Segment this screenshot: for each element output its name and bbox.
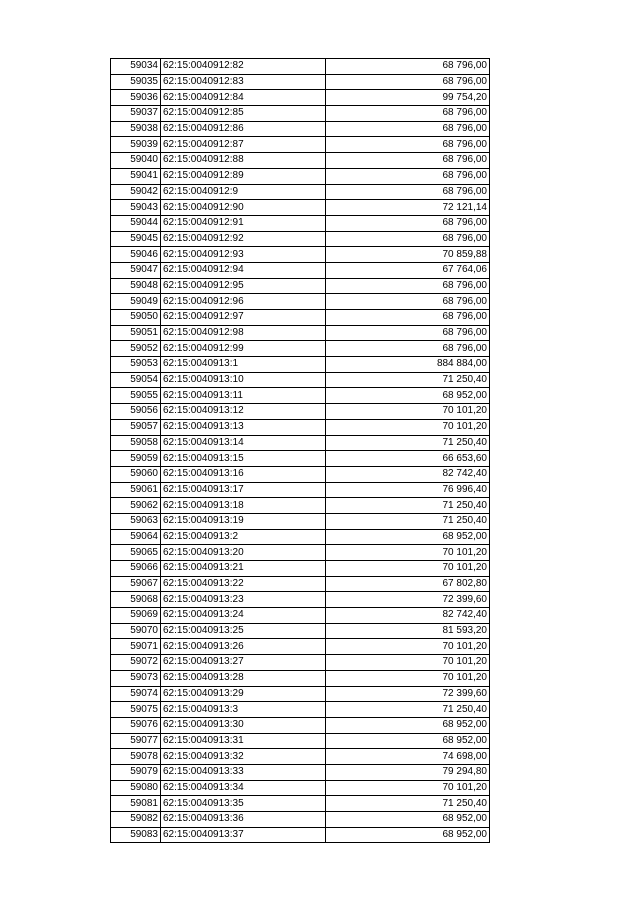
cadastral-number-cell: 62:15:0040913:28 — [161, 670, 326, 686]
row-number-cell: 59061 — [111, 482, 161, 498]
row-number-cell: 59080 — [111, 780, 161, 796]
value-cell: 68 796,00 — [326, 153, 490, 169]
cadastral-number-cell: 62:15:0040913:14 — [161, 435, 326, 451]
cadastral-number-cell: 62:15:0040913:35 — [161, 796, 326, 812]
cadastral-number-cell: 62:15:0040912:9 — [161, 184, 326, 200]
table-row — [111, 294, 490, 310]
row-number-cell: 59043 — [111, 200, 161, 216]
cadastral-number-cell: 62:15:0040913:29 — [161, 686, 326, 702]
table-row — [111, 686, 490, 702]
cadastral-number-cell: 62:15:0040913:33 — [161, 764, 326, 780]
cadastral-number-cell: 62:15:0040913:37 — [161, 827, 326, 843]
value-cell: 70 859,88 — [326, 247, 490, 263]
value-cell: 68 796,00 — [326, 168, 490, 184]
value-cell: 68 952,00 — [326, 388, 490, 404]
value-cell: 70 101,20 — [326, 670, 490, 686]
value-cell: 71 250,40 — [326, 372, 490, 388]
value-cell: 79 294,80 — [326, 764, 490, 780]
row-number-cell: 59039 — [111, 137, 161, 153]
value-cell: 70 101,20 — [326, 545, 490, 561]
cadastral-number-cell: 62:15:0040913:31 — [161, 733, 326, 749]
table-row — [111, 608, 490, 624]
row-number-cell: 59074 — [111, 686, 161, 702]
value-cell: 81 593,20 — [326, 623, 490, 639]
cadastral-number-cell: 62:15:0040913:13 — [161, 419, 326, 435]
cadastral-number-cell: 62:15:0040913:10 — [161, 372, 326, 388]
table-row — [111, 262, 490, 278]
table-row — [111, 200, 490, 216]
value-cell: 68 796,00 — [326, 106, 490, 122]
row-number-cell: 59069 — [111, 608, 161, 624]
row-number-cell: 59054 — [111, 372, 161, 388]
row-number-cell: 59081 — [111, 796, 161, 812]
cadastral-number-cell: 62:15:0040912:84 — [161, 90, 326, 106]
value-cell: 70 101,20 — [326, 561, 490, 577]
value-cell: 68 796,00 — [326, 215, 490, 231]
value-cell: 68 952,00 — [326, 733, 490, 749]
table-row — [111, 341, 490, 357]
cadastral-number-cell: 62:15:0040913:15 — [161, 451, 326, 467]
cadastral-number-cell: 62:15:0040913:26 — [161, 639, 326, 655]
table-row — [111, 372, 490, 388]
cadastral-number-cell: 62:15:0040912:87 — [161, 137, 326, 153]
value-cell: 67 802,80 — [326, 576, 490, 592]
row-number-cell: 59047 — [111, 262, 161, 278]
cadastral-number-cell: 62:15:0040912:86 — [161, 121, 326, 137]
cadastral-number-cell: 62:15:0040912:85 — [161, 106, 326, 122]
value-cell: 76 996,40 — [326, 482, 490, 498]
table-row — [111, 655, 490, 671]
row-number-cell: 59046 — [111, 247, 161, 263]
cadastral-number-cell: 62:15:0040912:97 — [161, 310, 326, 326]
row-number-cell: 59056 — [111, 404, 161, 420]
table-row — [111, 121, 490, 137]
table-row — [111, 278, 490, 294]
cadastral-number-cell: 62:15:0040913:11 — [161, 388, 326, 404]
table-row — [111, 435, 490, 451]
row-number-cell: 59076 — [111, 717, 161, 733]
row-number-cell: 59068 — [111, 592, 161, 608]
row-number-cell: 59058 — [111, 435, 161, 451]
cadastral-number-cell: 62:15:0040913:25 — [161, 623, 326, 639]
table-row — [111, 576, 490, 592]
row-number-cell: 59040 — [111, 153, 161, 169]
value-cell: 68 796,00 — [326, 231, 490, 247]
cadastral-number-cell: 62:15:0040913:1 — [161, 357, 326, 373]
value-cell: 70 101,20 — [326, 780, 490, 796]
registry-table — [110, 58, 490, 843]
row-number-cell: 59059 — [111, 451, 161, 467]
table-row — [111, 419, 490, 435]
table-row — [111, 106, 490, 122]
row-number-cell: 59036 — [111, 90, 161, 106]
table-row — [111, 59, 490, 75]
row-number-cell: 59048 — [111, 278, 161, 294]
cadastral-number-cell: 62:15:0040913:22 — [161, 576, 326, 592]
value-cell: 884 884,00 — [326, 357, 490, 373]
table-row — [111, 545, 490, 561]
row-number-cell: 59083 — [111, 827, 161, 843]
table-row — [111, 623, 490, 639]
value-cell: 71 250,40 — [326, 435, 490, 451]
table-row — [111, 482, 490, 498]
table-row — [111, 325, 490, 341]
row-number-cell: 59071 — [111, 639, 161, 655]
value-cell: 68 952,00 — [326, 529, 490, 545]
table-row — [111, 529, 490, 545]
row-number-cell: 59078 — [111, 749, 161, 765]
cadastral-number-cell: 62:15:0040912:91 — [161, 215, 326, 231]
row-number-cell: 59050 — [111, 310, 161, 326]
value-cell: 70 101,20 — [326, 419, 490, 435]
value-cell: 68 796,00 — [326, 325, 490, 341]
value-cell: 68 952,00 — [326, 717, 490, 733]
row-number-cell: 59082 — [111, 812, 161, 828]
value-cell: 70 101,20 — [326, 639, 490, 655]
table-row — [111, 717, 490, 733]
cadastral-number-cell: 62:15:0040913:12 — [161, 404, 326, 420]
value-cell: 82 742,40 — [326, 608, 490, 624]
cadastral-number-cell: 62:15:0040912:88 — [161, 153, 326, 169]
row-number-cell: 59038 — [111, 121, 161, 137]
cadastral-number-cell: 62:15:0040913:2 — [161, 529, 326, 545]
row-number-cell: 59073 — [111, 670, 161, 686]
row-number-cell: 59034 — [111, 59, 161, 75]
table-row — [111, 780, 490, 796]
table-row — [111, 796, 490, 812]
row-number-cell: 59049 — [111, 294, 161, 310]
value-cell: 72 121,14 — [326, 200, 490, 216]
cadastral-number-cell: 62:15:0040913:23 — [161, 592, 326, 608]
value-cell: 68 796,00 — [326, 137, 490, 153]
cadastral-number-cell: 62:15:0040913:21 — [161, 561, 326, 577]
table-row — [111, 451, 490, 467]
table-row — [111, 168, 490, 184]
value-cell: 66 653,60 — [326, 451, 490, 467]
cadastral-number-cell: 62:15:0040912:83 — [161, 74, 326, 90]
table-row — [111, 231, 490, 247]
row-number-cell: 59065 — [111, 545, 161, 561]
table-row — [111, 812, 490, 828]
row-number-cell: 59060 — [111, 466, 161, 482]
row-number-cell: 59063 — [111, 513, 161, 529]
table-row — [111, 498, 490, 514]
row-number-cell: 59055 — [111, 388, 161, 404]
cadastral-number-cell: 62:15:0040912:94 — [161, 262, 326, 278]
cadastral-number-cell: 62:15:0040913:3 — [161, 702, 326, 718]
row-number-cell: 59051 — [111, 325, 161, 341]
row-number-cell: 59062 — [111, 498, 161, 514]
cadastral-number-cell: 62:15:0040912:96 — [161, 294, 326, 310]
table-row — [111, 639, 490, 655]
value-cell: 68 952,00 — [326, 827, 490, 843]
table-row — [111, 310, 490, 326]
value-cell: 99 754,20 — [326, 90, 490, 106]
row-number-cell: 59035 — [111, 74, 161, 90]
cadastral-number-cell: 62:15:0040913:16 — [161, 466, 326, 482]
value-cell: 68 796,00 — [326, 184, 490, 200]
table-row — [111, 702, 490, 718]
value-cell: 67 764,06 — [326, 262, 490, 278]
row-number-cell: 59072 — [111, 655, 161, 671]
row-number-cell: 59066 — [111, 561, 161, 577]
row-number-cell: 59079 — [111, 764, 161, 780]
cadastral-number-cell: 62:15:0040913:34 — [161, 780, 326, 796]
table-row — [111, 513, 490, 529]
value-cell: 82 742,40 — [326, 466, 490, 482]
value-cell: 68 796,00 — [326, 121, 490, 137]
row-number-cell: 59070 — [111, 623, 161, 639]
value-cell: 68 796,00 — [326, 59, 490, 75]
table-row — [111, 388, 490, 404]
row-number-cell: 59037 — [111, 106, 161, 122]
value-cell: 74 698,00 — [326, 749, 490, 765]
table-row — [111, 137, 490, 153]
cadastral-number-cell: 62:15:0040913:30 — [161, 717, 326, 733]
value-cell: 71 250,40 — [326, 513, 490, 529]
table-row — [111, 215, 490, 231]
table-row — [111, 247, 490, 263]
value-cell: 70 101,20 — [326, 404, 490, 420]
table-row — [111, 733, 490, 749]
table-row — [111, 404, 490, 420]
cadastral-number-cell: 62:15:0040913:20 — [161, 545, 326, 561]
value-cell: 68 796,00 — [326, 294, 490, 310]
cadastral-number-cell: 62:15:0040912:95 — [161, 278, 326, 294]
cadastral-number-cell: 62:15:0040912:82 — [161, 59, 326, 75]
table-row — [111, 153, 490, 169]
cadastral-number-cell: 62:15:0040912:90 — [161, 200, 326, 216]
table-row — [111, 90, 490, 106]
value-cell: 68 796,00 — [326, 310, 490, 326]
cadastral-number-cell: 62:15:0040913:24 — [161, 608, 326, 624]
value-cell: 71 250,40 — [326, 702, 490, 718]
table-row — [111, 749, 490, 765]
cadastral-number-cell: 62:15:0040912:89 — [161, 168, 326, 184]
value-cell: 71 250,40 — [326, 498, 490, 514]
cadastral-number-cell: 62:15:0040912:92 — [161, 231, 326, 247]
row-number-cell: 59067 — [111, 576, 161, 592]
table-row — [111, 561, 490, 577]
cadastral-number-cell: 62:15:0040912:98 — [161, 325, 326, 341]
value-cell: 68 796,00 — [326, 341, 490, 357]
value-cell: 68 796,00 — [326, 278, 490, 294]
table-row — [111, 466, 490, 482]
row-number-cell: 59052 — [111, 341, 161, 357]
table-row — [111, 764, 490, 780]
cadastral-number-cell: 62:15:0040913:32 — [161, 749, 326, 765]
value-cell: 68 952,00 — [326, 812, 490, 828]
cadastral-number-cell: 62:15:0040913:27 — [161, 655, 326, 671]
table-row — [111, 184, 490, 200]
registry-table-body — [111, 59, 490, 843]
table-row — [111, 670, 490, 686]
value-cell: 72 399,60 — [326, 686, 490, 702]
cadastral-number-cell: 62:15:0040913:36 — [161, 812, 326, 828]
row-number-cell: 59042 — [111, 184, 161, 200]
value-cell: 70 101,20 — [326, 655, 490, 671]
cadastral-number-cell: 62:15:0040912:99 — [161, 341, 326, 357]
table-row — [111, 592, 490, 608]
row-number-cell: 59064 — [111, 529, 161, 545]
table-row — [111, 74, 490, 90]
row-number-cell: 59041 — [111, 168, 161, 184]
table-row — [111, 357, 490, 373]
value-cell: 68 796,00 — [326, 74, 490, 90]
row-number-cell: 59077 — [111, 733, 161, 749]
row-number-cell: 59057 — [111, 419, 161, 435]
cadastral-number-cell: 62:15:0040913:18 — [161, 498, 326, 514]
table-row — [111, 827, 490, 843]
row-number-cell: 59044 — [111, 215, 161, 231]
row-number-cell: 59045 — [111, 231, 161, 247]
row-number-cell: 59053 — [111, 357, 161, 373]
cadastral-number-cell: 62:15:0040913:17 — [161, 482, 326, 498]
cadastral-number-cell: 62:15:0040912:93 — [161, 247, 326, 263]
value-cell: 72 399,60 — [326, 592, 490, 608]
row-number-cell: 59075 — [111, 702, 161, 718]
value-cell: 71 250,40 — [326, 796, 490, 812]
cadastral-number-cell: 62:15:0040913:19 — [161, 513, 326, 529]
